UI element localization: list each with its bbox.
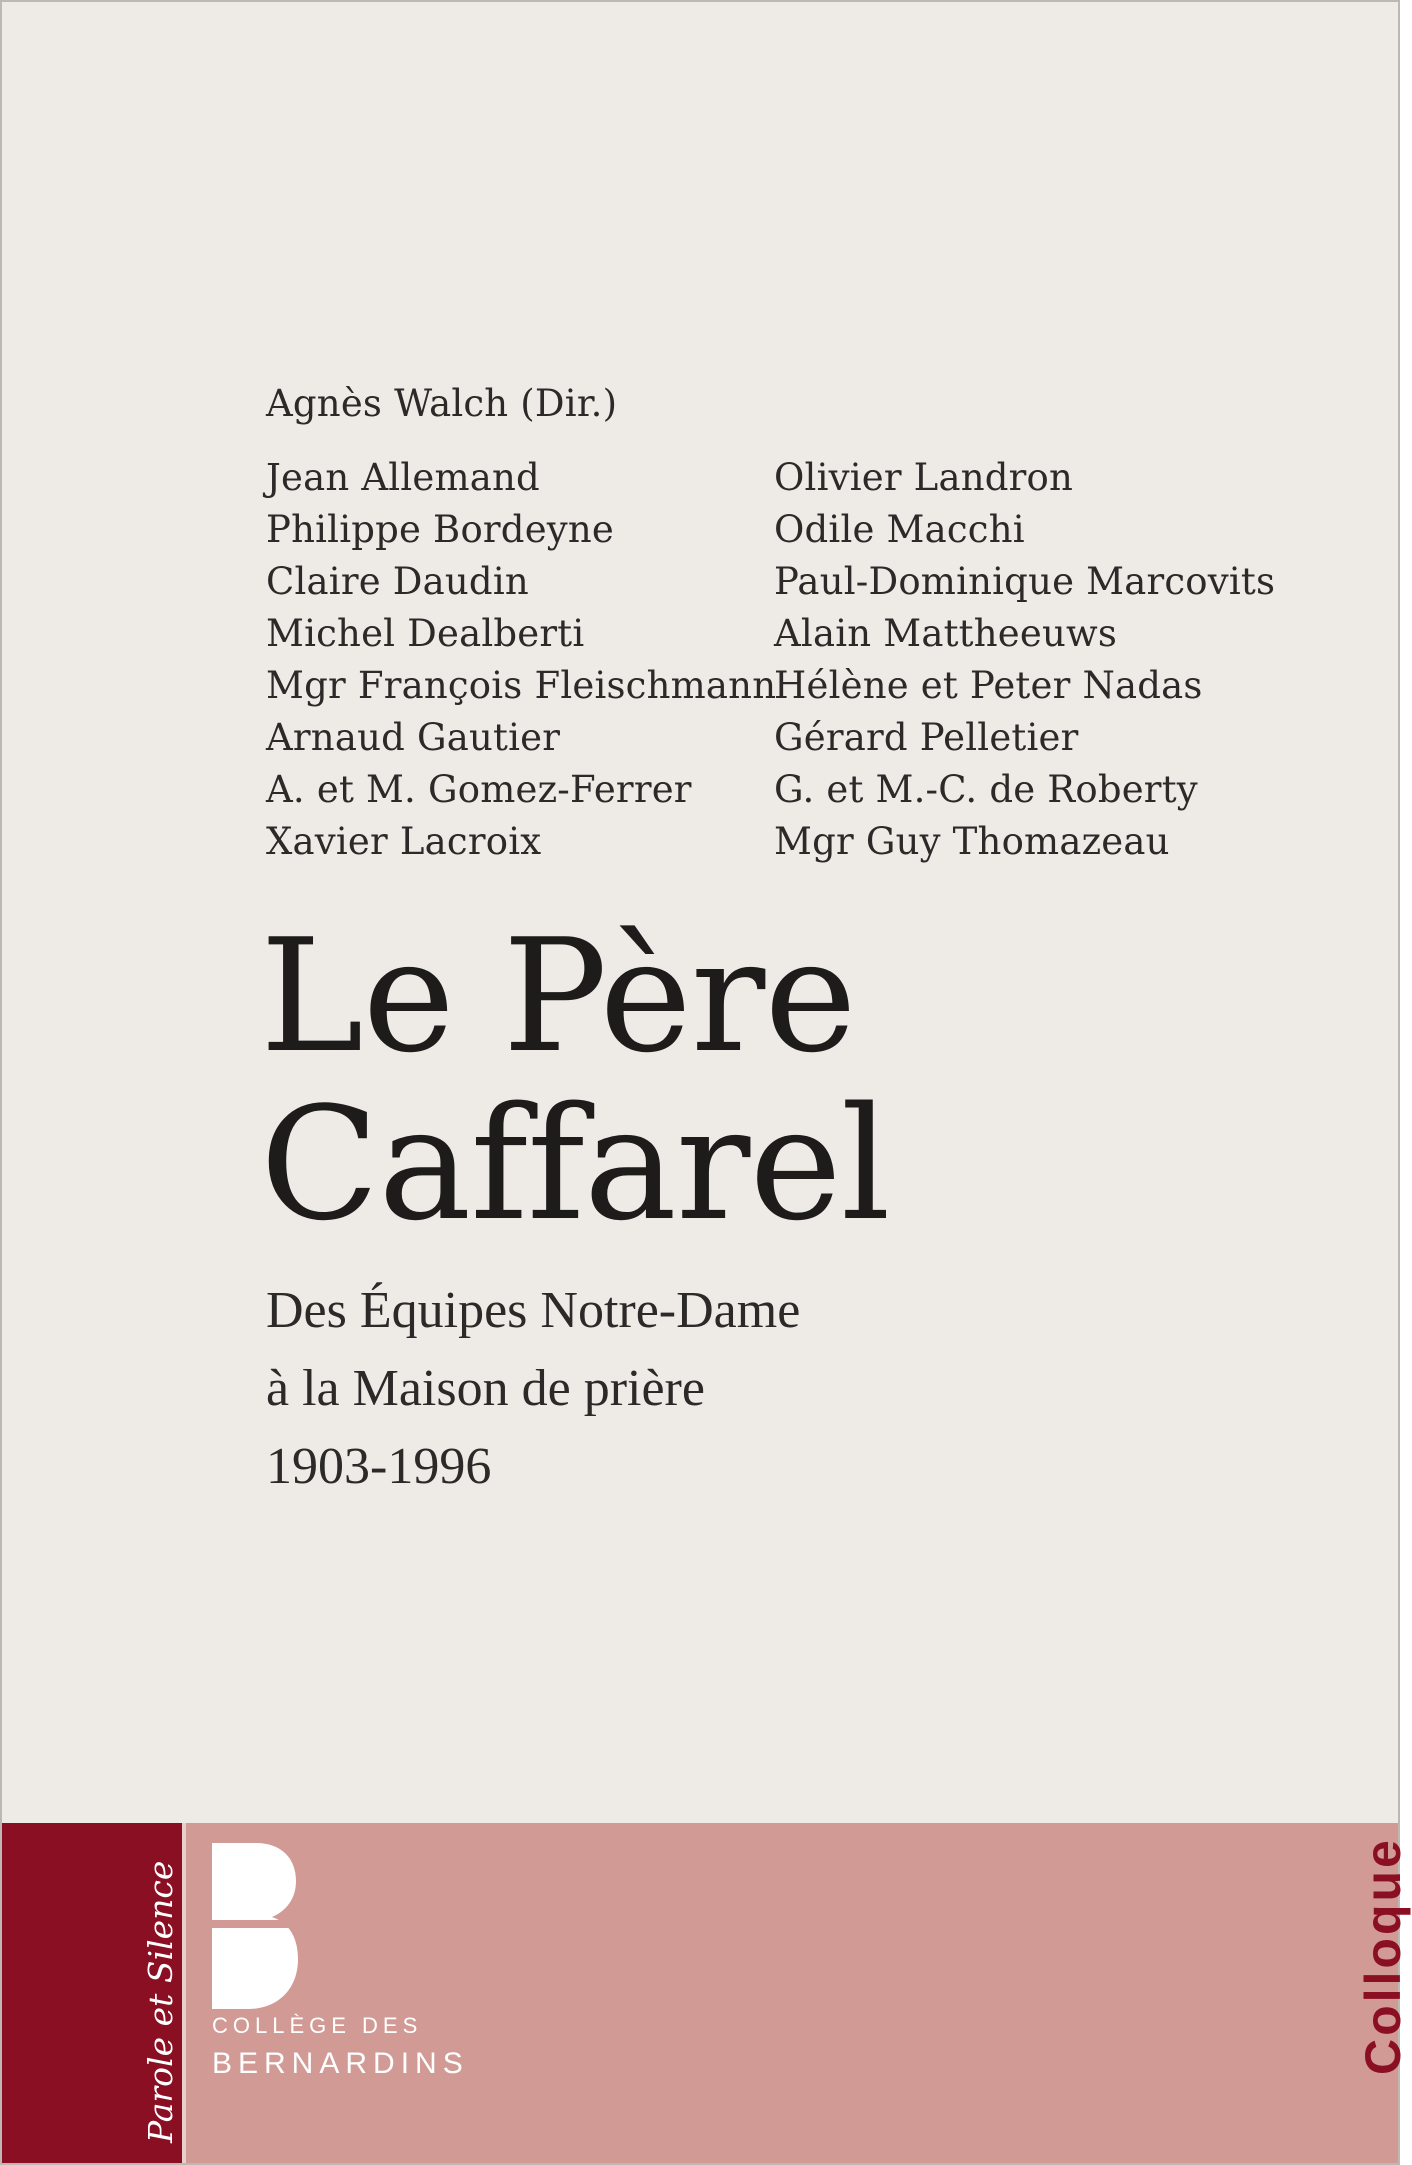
contributor-name: Mgr Guy Thomazeau [774, 820, 1170, 863]
contributor-name: G. et M.-C. de Roberty [774, 768, 1198, 811]
subtitle-line-1: Des Équipes Notre-Dame [266, 1282, 801, 1339]
contributors-left-column [266, 452, 776, 868]
publisher-band [2, 1823, 1411, 2163]
contributor-name: Philippe Bordeyne [266, 508, 615, 551]
contributor-name: Gérard Pelletier [774, 716, 1079, 759]
bernardins-logo [212, 1843, 298, 2009]
series-name: Colloque [1355, 1837, 1411, 2075]
collection-name: Parole et Silence [141, 1860, 180, 2143]
book-subtitle [266, 1272, 800, 1506]
contributor-name: Odile Macchi [774, 508, 1025, 551]
subtitle-line-2: à la Maison de prière [266, 1360, 705, 1417]
contributor-name: Michel Dealberti [266, 612, 585, 655]
publisher-name-line-2: BERNARDINS [212, 2047, 469, 2080]
collection-strip [2, 1823, 182, 2163]
contributor-name: Olivier Landron [774, 456, 1074, 499]
title-line-2: Caffarel [260, 1073, 890, 1255]
divider [182, 1823, 186, 2163]
publisher-name-line-1: COLLÈGE DES [212, 2013, 423, 2038]
contributor-name: A. et M. Gomez-Ferrer [266, 768, 692, 811]
contributor-name: Arnaud Gautier [266, 716, 561, 759]
contributor-name: Claire Daudin [266, 560, 529, 603]
book-title [260, 905, 890, 1255]
title-line-1: Le Père [260, 905, 856, 1087]
contributor-name: Hélène et Peter Nadas [774, 664, 1203, 707]
contributor-name: Jean Allemand [266, 456, 540, 499]
contributor-name: Mgr François Fleischmann [266, 664, 777, 707]
contributor-name: Xavier Lacroix [266, 820, 542, 863]
editor-name: Agnès Walch (Dir.) [266, 382, 618, 425]
subtitle-line-3: 1903-1996 [266, 1438, 492, 1495]
contributors-right-column [774, 452, 1275, 868]
contributor-name: Alain Mattheeuws [774, 612, 1118, 655]
contributor-name: Paul-Dominique Marcovits [774, 560, 1276, 603]
